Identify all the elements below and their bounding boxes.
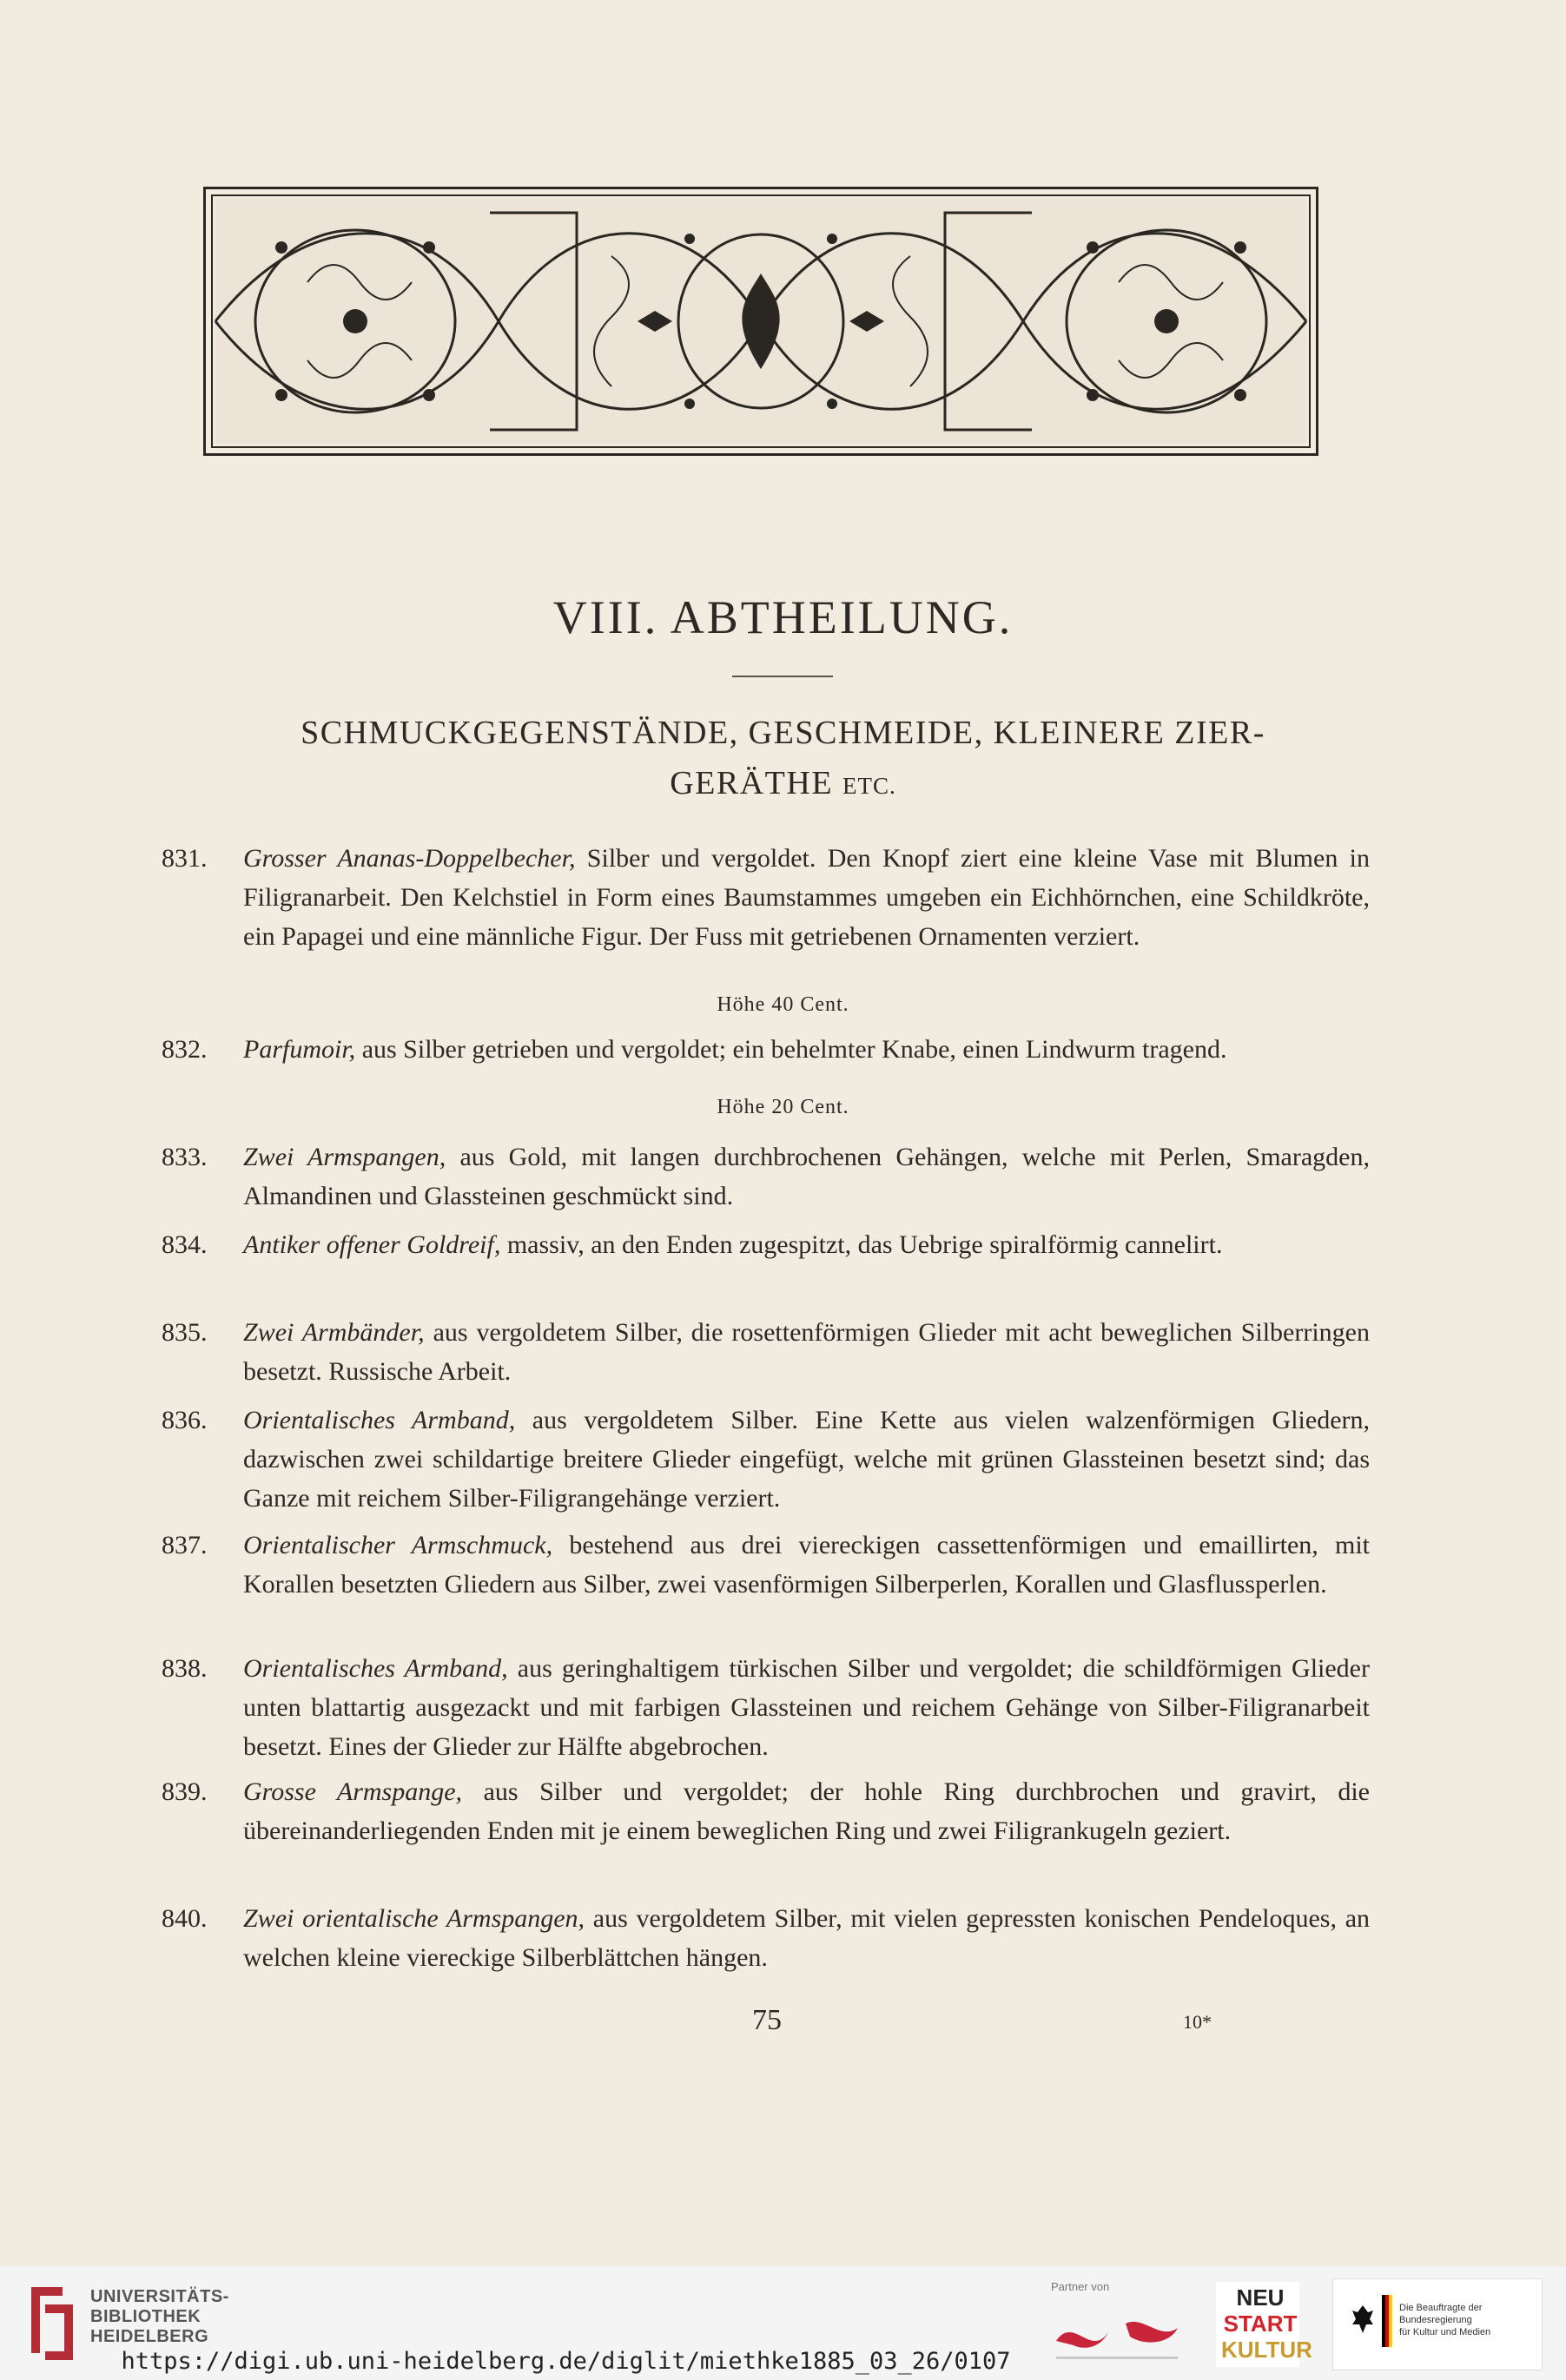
page-number: 75 xyxy=(752,2004,782,2036)
section-subtitle-line2 xyxy=(0,764,1566,802)
entry-number: 835. xyxy=(162,1318,208,1347)
entry-title: Zwei orientalische Armspangen, xyxy=(243,1904,585,1933)
entry-title: Zwei Armspangen, xyxy=(243,1143,446,1171)
partner-label: Partner von xyxy=(1051,2280,1110,2293)
bkm-text xyxy=(1399,2302,1542,2338)
viewer-footer xyxy=(0,2266,1566,2380)
entry-text: aus vergoldetem Silber. Eine Kette aus vielen walzenförmigen Gliedern, dazwischen zwei schildartige breitere Glieder eingefügt, welche mit grünen Glassteinen besetzt sind; das Ganze mit reichem Silber-Filigrangehänge verziert. xyxy=(243,1406,1370,1513)
library-name-line: UNIVERSITÄTS- xyxy=(90,2287,229,2306)
entry-text: aus Gold, mit langen durchbrochenen Gehängen, welche mit Perlen, Smaragden, Almandinen und Glassteinen geschmückt sind. xyxy=(243,1143,1370,1210)
entry-body xyxy=(243,1649,1370,1766)
entry-text: aus vergoldetem Silber, die rosettenförmigen Glieder mit acht beweglichen Silberringen besetzt. Russische Arbeit. xyxy=(243,1318,1370,1386)
entry-number: 836. xyxy=(162,1406,208,1434)
bkm-logo[interactable] xyxy=(1332,2278,1543,2370)
entry-text: aus geringhaltigem türkischen Silber und vergoldet; die schildförmigen Glieder unten blattartig ausgezackt und mit farbigen Glassteinen und reichem Gehänge von Silber-Filigranarbeit besetzt. Eines der Glieder zur Hälfte abgebrochen. xyxy=(243,1654,1370,1761)
entry-text: aus vergoldetem Silber, mit vielen gepressten konischen Pendeloques, an welchen kleine viereckige Silberblättchen hängen. xyxy=(243,1904,1371,1972)
entry-number: 840. xyxy=(162,1904,208,1933)
flag-stripe-gold xyxy=(1389,2295,1392,2347)
entry-text: massiv, an den Enden zugespitzt, das Uebrige spiralförmig cannelirt. xyxy=(500,1230,1223,1259)
library-name-line: BIBLIOTHEK xyxy=(90,2307,202,2326)
bkm-line: für Kultur und Medien xyxy=(1399,2327,1491,2337)
entry-number: 832. xyxy=(162,1035,208,1064)
entry-title: Antiker offener Goldreif, xyxy=(243,1230,501,1259)
entry-number: 834. xyxy=(162,1230,208,1259)
ornamental-headpiece xyxy=(203,187,1318,456)
entry-title: Grosser Ananas-Doppelbecher, xyxy=(243,844,576,873)
entry-number: 838. xyxy=(162,1654,208,1683)
subtitle-etc: ETC. xyxy=(842,773,896,799)
entry-title: Parfumoir, xyxy=(243,1035,356,1064)
entry-title: Orientalisches Armband, xyxy=(243,1406,516,1434)
neustart-line: NEU xyxy=(1236,2284,1285,2311)
section-subtitle-line1: SCHMUCKGEGENSTÄNDE, GESCHMEIDE, KLEINERE ZIER- xyxy=(301,715,1265,751)
university-library-name[interactable] xyxy=(90,2287,229,2347)
entry-text: aus Silber getrieben und vergoldet; ein behelmter Knabe, einen Lindwurm tragend. xyxy=(355,1035,1227,1064)
entry-body xyxy=(243,1137,1370,1216)
section-title: VIII. ABTHEILUNG. xyxy=(552,591,1014,643)
entry-body xyxy=(243,1772,1370,1850)
entry-number: 837. xyxy=(162,1531,208,1559)
entry-title: Zwei Armbänder, xyxy=(243,1318,425,1347)
title-rule xyxy=(732,676,833,677)
signature-mark: 10* xyxy=(1183,2011,1212,2033)
entry-body xyxy=(243,839,1370,956)
entry-number: 833. xyxy=(162,1143,208,1171)
entry-body xyxy=(243,1030,1370,1069)
entry-title: Orientalischer Armschmuck, xyxy=(243,1531,553,1559)
entry-title: Orientalisches Armband, xyxy=(243,1654,508,1683)
entry-body xyxy=(243,1526,1370,1604)
neustart-line: START xyxy=(1223,2311,1298,2337)
entry-text: Silber und vergoldet. Den Knopf ziert eine kleine Vase mit Blumen in Filigranarbeit. Den Kelchstiel in Form eines Baumstammes umgeben ein Eichhörnchen, eine Schildkröte, ein Papagei und eine männliche Figur. Der Fuss mit getriebenen Ornamenten verziert. xyxy=(243,844,1370,951)
entry-text: bestehend aus drei viereckigen cassettenförmigen und emaillirten, mit Korallen besetzten Gliedern aus Silber, zwei vasenförmigen Silberperlen, Korallen und Glasflussperlen. xyxy=(243,1531,1370,1599)
entry-measure: Höhe 20 Cent. xyxy=(717,1096,849,1118)
entry-title: Grosse Armspange, xyxy=(243,1777,463,1806)
entry-body xyxy=(243,1899,1370,1977)
bkm-line: Die Beauftragte der Bundesregierung xyxy=(1399,2303,1483,2325)
entry-body xyxy=(243,1313,1370,1391)
subtitle-word: GERÄTHE xyxy=(670,765,834,801)
deutsche-digitale-bibliothek-logo-icon[interactable] xyxy=(1047,2306,1186,2367)
entry-measure: Höhe 40 Cent. xyxy=(717,993,849,1016)
entry-body xyxy=(243,1225,1370,1264)
entry-body xyxy=(243,1401,1370,1518)
entry-number: 839. xyxy=(162,1777,208,1806)
permalink-url[interactable]: https://digi.ub.uni-heidelberg.de/diglit/miethke1885_03_26/0107 xyxy=(121,2348,1011,2375)
entry-number: 831. xyxy=(162,844,208,873)
entry-text: aus Silber und vergoldet; der hohle Ring durchbrochen und gravirt, die übereinanderliegenden Enden mit je einem beweglichen Ring und zwei Filigrankugeln geziert. xyxy=(243,1777,1370,1845)
library-name-line: HEIDELBERG xyxy=(90,2327,209,2346)
neustart-line: KULTUR xyxy=(1221,2337,1312,2363)
federal-eagle-icon xyxy=(1351,2304,1375,2335)
